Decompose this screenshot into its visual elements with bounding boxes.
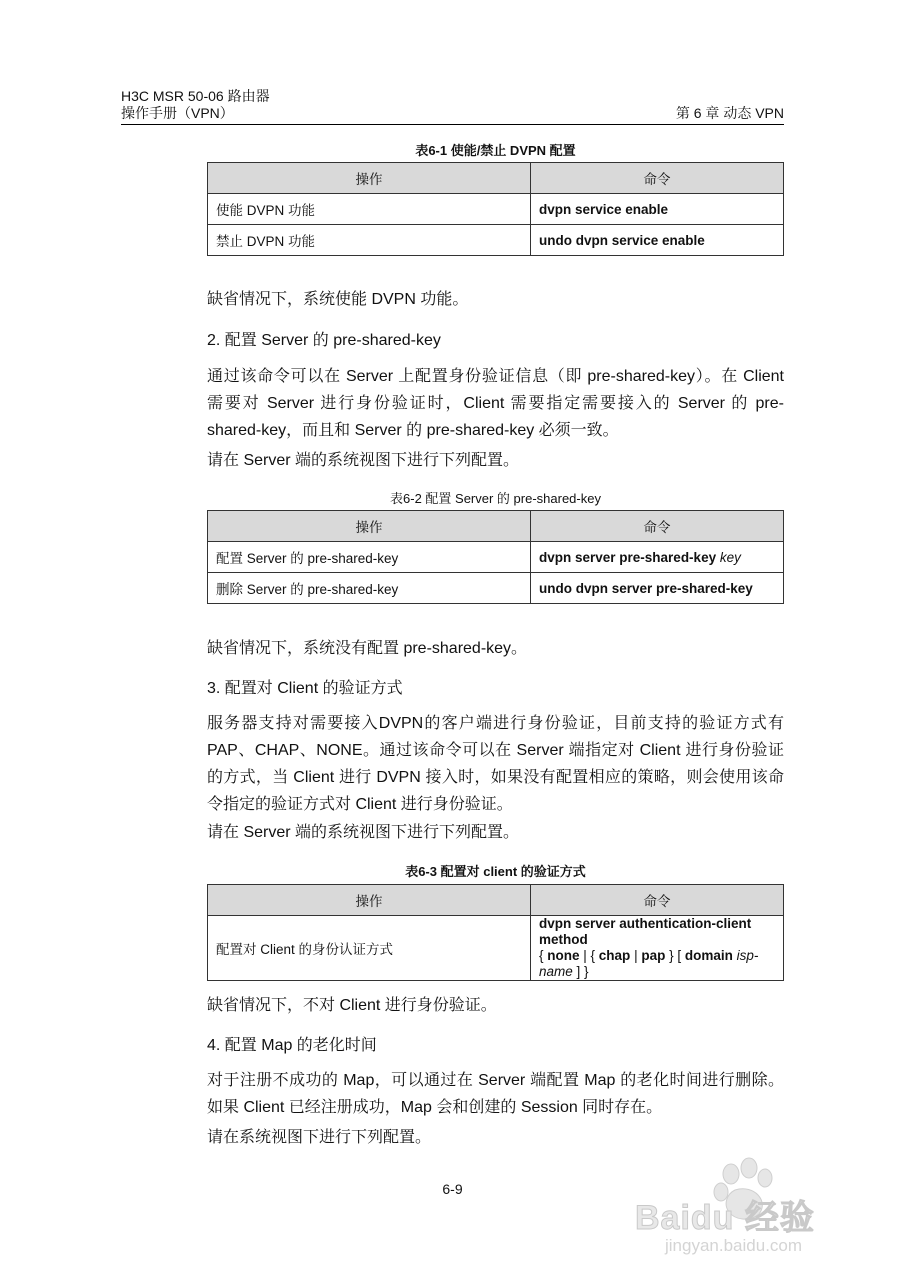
- table3-cmd-cell: [531, 916, 784, 981]
- table1-op: 禁止 DVPN 功能: [208, 225, 531, 256]
- cmd-keyword-none: none: [547, 948, 580, 963]
- table2-caption: [207, 488, 784, 507]
- table-row: [208, 573, 784, 604]
- table2: [207, 510, 784, 604]
- section-2-body: 通过该命令可以在 Server 上配置身份验证信息（即 pre-shared-key）。在 Client 需要对 Server 进行身份验证时，Client 需要指定需要接入的 Server 的 pre-shared-key，而且和 Server 的 pre-shared-key 必须一致。: [207, 368, 784, 439]
- table1-header-cmd: 命令: [531, 163, 784, 194]
- table1-op: 使能 DVPN 功能: [208, 194, 531, 225]
- table2-op: 配置 Server 的 pre-shared-key: [208, 542, 531, 573]
- cmd-syntax-sep: | {: [579, 948, 599, 963]
- section-4-note: 请在系统视图下进行下列配置。: [207, 1129, 432, 1146]
- section-3-body: 服务器支持对需要接入DVPN的客户端进行身份验证，目前支持的验证方式有PAP、CHAP、NONE。通过该命令可以在 Server 端指定对 Client 进行身份验证的方式，当 Client 进行 DVPN 接入时，如果没有配置相应的策略，则会使用该命令指定的验证方式对 Client 进行身份验证。: [207, 715, 784, 813]
- table-row: [208, 542, 784, 573]
- header-chapter: 第 6 章 动态 VPN: [675, 105, 784, 121]
- watermark-brand: Baidu 经验: [635, 1199, 815, 1237]
- table-row: [208, 916, 784, 981]
- table3-header-op: 操作: [208, 885, 531, 916]
- header-rule: [121, 124, 784, 125]
- table2-cmd: undo dvpn server pre-shared-key: [531, 573, 784, 604]
- table3-caption: 表6-3 配置对 client 的验证方式: [405, 864, 586, 879]
- table1-header-op: 操作: [208, 163, 531, 194]
- section-3-note: 请在 Server 端的系统视图下进行下列配置。: [207, 824, 520, 841]
- baidu-watermark: [635, 1150, 845, 1260]
- table3: [207, 884, 784, 981]
- table2-header-cmd: 命令: [531, 511, 784, 542]
- paragraph-default-dvpn: 缺省情况下，系统使能 DVPN 功能。: [207, 291, 469, 308]
- table1-cmd: undo dvpn service enable: [531, 225, 784, 256]
- watermark-url: jingyan.baidu.com: [665, 1236, 803, 1255]
- header-product: H3C MSR 50-06 路由器: [121, 88, 270, 104]
- header-manual: 操作手册（VPN）: [121, 105, 234, 121]
- paragraph-default-psk: 缺省情况下，系统没有配置 pre-shared-key。: [207, 640, 528, 657]
- paragraph-default-auth: 缺省情况下，不对 Client 进行身份验证。: [207, 997, 497, 1014]
- cmd-arg-isp-name: isp-name: [539, 948, 759, 979]
- section-heading-4: 4. 配置 Map 的老化时间: [207, 1037, 377, 1054]
- table2-cmd-arg: key: [719, 549, 741, 565]
- cmd-keyword-domain: domain: [684, 948, 733, 963]
- table1: [207, 162, 784, 256]
- cmd-syntax-sep: |: [630, 948, 642, 963]
- table3-op: 配置对 Client 的身份认证方式: [208, 916, 531, 981]
- table2-header-row: [208, 511, 784, 542]
- table-row: [208, 225, 784, 256]
- cmd-keyword-pap: pap: [641, 948, 666, 963]
- table3-header-cmd: 命令: [531, 885, 784, 916]
- table1-caption: 表6-1 使能/禁止 DVPN 配置: [415, 143, 576, 158]
- cmd-syntax-brace: {: [539, 948, 548, 963]
- table3-header-row: [208, 885, 784, 916]
- table2-op: 删除 Server 的 pre-shared-key: [208, 573, 531, 604]
- section-2-note: 请在 Server 端的系统视图下进行下列配置。: [207, 452, 520, 469]
- cmd-syntax-close: ] }: [572, 964, 589, 979]
- table2-cmd: dvpn server pre-shared-key: [539, 549, 717, 565]
- table2-cmd-cell: [531, 542, 784, 573]
- table1-header-row: [208, 163, 784, 194]
- table2-caption-text: 表6-2 配置 Server 的 pre-shared-key: [390, 491, 601, 506]
- section-4-body: 对于注册不成功的 Map，可以通过在 Server 端配置 Map 的老化时间进行删除。如果 Client 已经注册成功，Map 会和创建的 Session 同时存在。: [207, 1072, 784, 1116]
- table2-header-op: 操作: [208, 511, 531, 542]
- page-number: 6-9: [442, 1181, 463, 1197]
- section-heading-3: 3. 配置对 Client 的验证方式: [207, 680, 403, 697]
- cmd-syntax-sep: } [: [665, 948, 685, 963]
- table3-cmd-line1: dvpn server authentication-client method: [539, 916, 752, 947]
- cmd-keyword-chap: chap: [598, 948, 631, 963]
- table-row: [208, 194, 784, 225]
- table1-cmd: dvpn service enable: [531, 194, 784, 225]
- section-heading-2: 2. 配置 Server 的 pre-shared-key: [207, 332, 441, 349]
